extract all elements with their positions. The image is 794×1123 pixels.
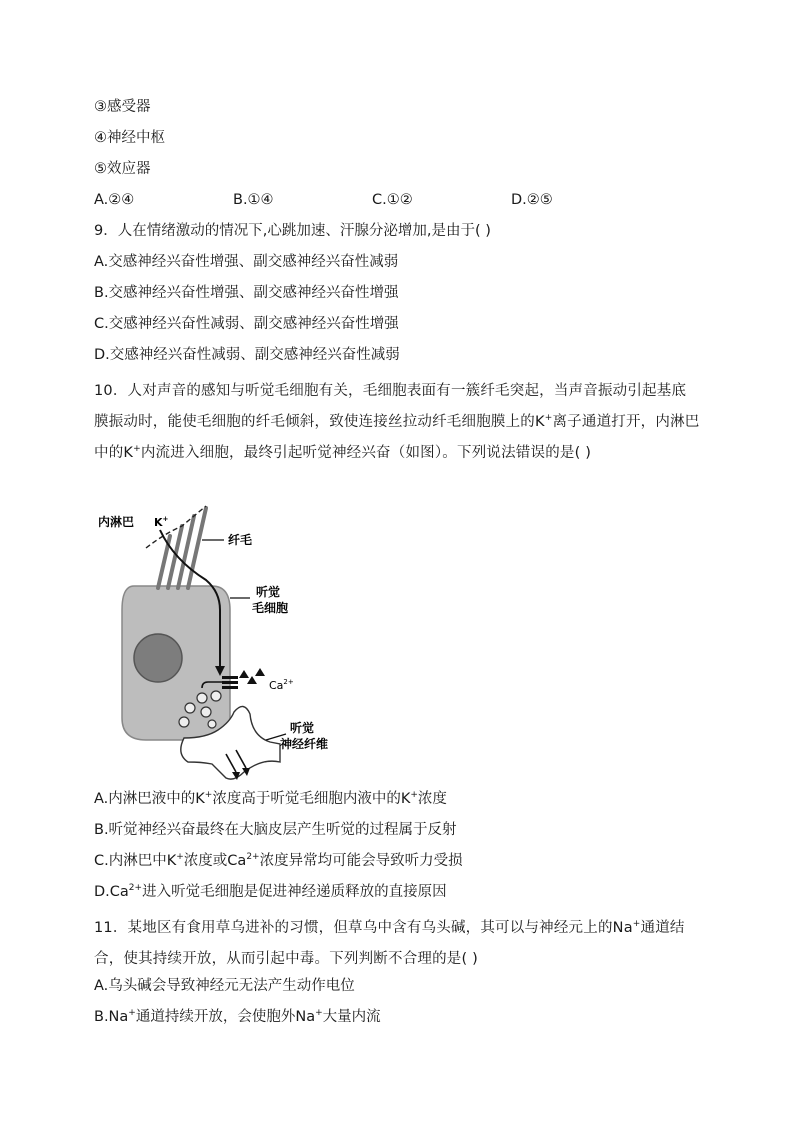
q10-stem: 10．人对声音的感知与听觉毛细胞有关，毛细胞表面有一簇纤毛突起，当声音振动引起基底膜振动时，能使毛细胞的纤毛倾斜，致使连接丝拉动纤毛细胞膜上的K+离子通道打开，内淋巴中的K+内流进入细胞，最终引起听觉神经兴奋（如图）。下列说法错误的是( ) xyxy=(94,383,700,461)
item-receptor: ③感受器 xyxy=(94,99,151,115)
q8-option-b: B.①④ xyxy=(233,192,274,208)
ca-ions xyxy=(239,668,265,684)
q8-option-d: D.②⑤ xyxy=(511,192,553,208)
q11-option-a: A.乌头碱会导致神经元无法产生动作电位 xyxy=(94,978,355,994)
q10-option-a: A.内淋巴液中的K+浓度高于听觉毛细胞内液中的K+浓度 xyxy=(94,790,447,807)
q9-option-d: D.交感神经兴奋性减弱、副交感神经兴奋性减弱 xyxy=(94,347,400,363)
label-nerve-2: 神经纤维 xyxy=(280,737,329,751)
q11-stem: 11．某地区有食用草乌进补的习惯，但草乌中含有乌头碱，其可以与神经元上的Na+通道结合，使其持续开放，从而引起中毒。下列判断不合理的是( ) xyxy=(94,919,685,967)
ca-channel xyxy=(222,676,238,689)
q10-option-b: B.听觉神经兴奋最终在大脑皮层产生听觉的过程属于反射 xyxy=(94,822,457,838)
label-nerve-1: 听觉 xyxy=(290,721,315,735)
label-ca: $Ca^{2+}$ xyxy=(269,678,294,692)
q11-option-b: B.Na+通道持续开放，会使胞外Na+大量内流 xyxy=(94,1008,381,1025)
q10-option-c: C.内淋巴中K+浓度或$Ca^{2+}$浓度异常均可能会导致听力受损 xyxy=(94,852,463,869)
q8-option-a: A.②④ xyxy=(94,192,135,208)
label-hair-cell-1: 听觉 xyxy=(256,585,281,599)
q9-option-a: A.交感神经兴奋性增强、副交感神经兴奋性减弱 xyxy=(94,254,399,270)
q10-option-d: $D.Ca^{2+}$进入听觉毛细胞是促进神经递质释放的直接原因 xyxy=(94,883,447,900)
q9-option-c: C.交感神经兴奋性减弱、副交感神经兴奋性增强 xyxy=(94,316,399,332)
hair-cell-diagram xyxy=(94,500,334,790)
q9-stem: 9．人在情绪激动的情况下,心跳加速、汗腺分泌增加,是由于( ) xyxy=(94,223,491,239)
item-effector: ⑤效应器 xyxy=(94,161,151,177)
label-k-ion: K+ xyxy=(154,515,169,529)
item-nerve-center: ④神经中枢 xyxy=(94,130,165,146)
label-cilia: 纤毛 xyxy=(228,533,253,547)
q9-option-b: B.交感神经兴奋性增强、副交感神经兴奋性增强 xyxy=(94,285,399,301)
label-endolymph: 内淋巴 xyxy=(98,515,135,529)
nucleus xyxy=(134,634,182,682)
q8-option-c: C.①② xyxy=(372,192,413,208)
label-hair-cell-2: 毛细胞 xyxy=(252,601,289,615)
